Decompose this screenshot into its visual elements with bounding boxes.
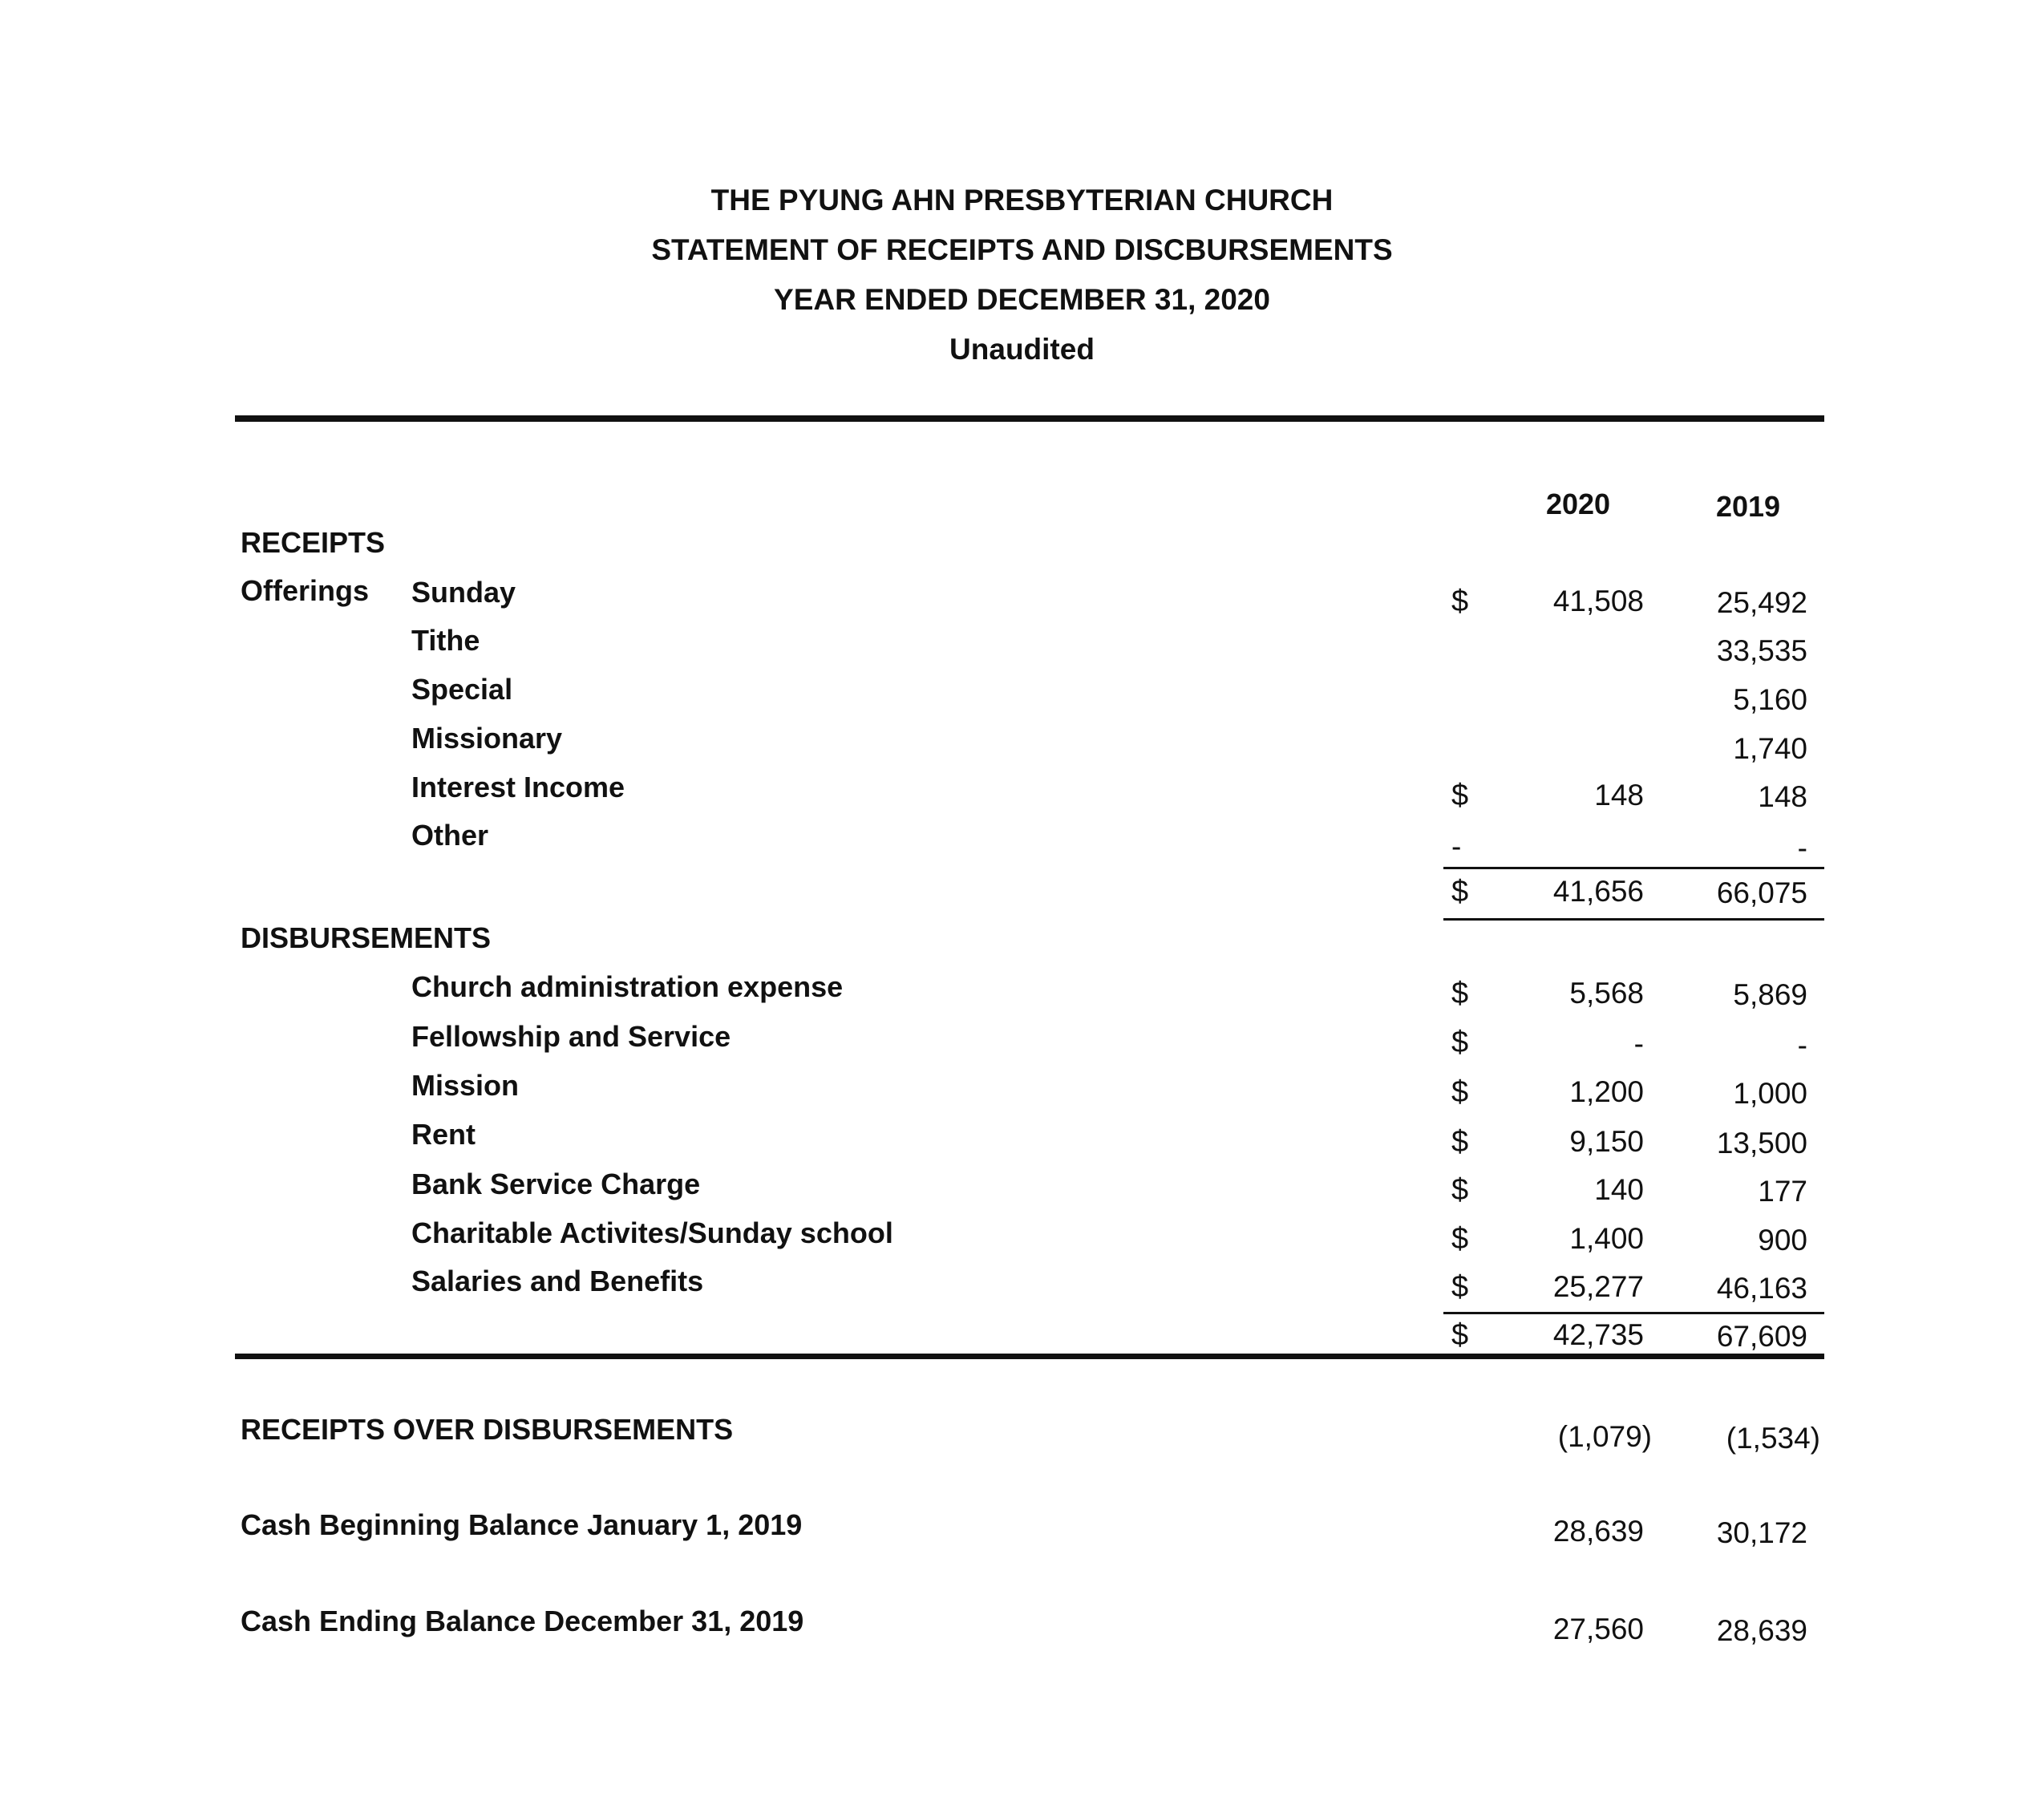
disbursement-value-2019-salaries: 46,163 (1716, 1272, 1807, 1305)
receipt-value-2019-other: - (1797, 832, 1807, 864)
receipt-label-tithe: Tithe (411, 624, 480, 657)
church-name: THE PYUNG AHN PRESBYTERIAN CHURCH (710, 184, 1334, 217)
dollar-sign: $ (1451, 1075, 1469, 1109)
receipt-label-other: Other (411, 819, 489, 852)
receipts-total-2019: 66,075 (1716, 876, 1807, 909)
statement-period: YEAR ENDED DECEMBER 31, 2020 (774, 283, 1270, 316)
receipts-subtotal-rule (1443, 867, 1824, 869)
receipt-label-missionary: Missionary (411, 722, 563, 755)
dollar-sign: $ (1451, 1125, 1469, 1159)
disbursement-value-2020-salaries: 25,277 (1552, 1270, 1644, 1303)
cash-beginning-label: Cash Beginning Balance January 1, 2019 (241, 1508, 803, 1541)
dollar-sign: $ (1451, 1222, 1469, 1256)
disbursement-value-2019-bank-service-charge: 177 (1758, 1175, 1807, 1208)
receipts-total-2020: 41,656 (1552, 875, 1644, 908)
receipts-section-title: RECEIPTS (241, 526, 386, 559)
receipt-value-2019-missionary: 1,740 (1733, 732, 1807, 765)
disbursement-value-2019-mission: 1,000 (1733, 1077, 1807, 1110)
dollar-sign: $ (1451, 585, 1469, 618)
disbursement-label-fellowship: Fellowship and Service (411, 1020, 731, 1053)
dollar-sign: $ (1451, 779, 1469, 812)
disbursement-label-mission: Mission (411, 1069, 520, 1102)
cash-ending-label: Cash Ending Balance December 31, 2019 (241, 1605, 804, 1637)
disbursements-section-title: DISBURSEMENTS (241, 921, 492, 954)
receipt-label-sunday: Sunday (411, 576, 516, 609)
disbursement-value-2019-charitable-activities: 900 (1758, 1224, 1807, 1257)
disbursement-value-2020-rent: 9,150 (1569, 1125, 1644, 1158)
top-thick-rule (235, 415, 1824, 422)
disbursement-value-2019-church-administration: 5,869 (1733, 978, 1807, 1011)
disbursement-value-2020-fellowship: - (1633, 1027, 1644, 1060)
cash-ending-2020: 27,560 (1552, 1613, 1644, 1645)
disbursements-total-2019: 67,609 (1716, 1320, 1807, 1353)
disbursement-label-salaries: Salaries and Benefits (411, 1265, 704, 1297)
receipt-value-2019-interest-income: 148 (1758, 780, 1807, 813)
disbursement-value-2020-church-administration: 5,568 (1569, 977, 1644, 1010)
receipt-value-2019-sunday: 25,492 (1716, 586, 1807, 619)
dollar-sign: $ (1451, 1270, 1469, 1304)
net-value-2020: (1,079) (1557, 1420, 1652, 1453)
column-header-2019: 2019 (1715, 490, 1781, 523)
receipt-value-2020-interest-income: 148 (1594, 779, 1644, 811)
cash-beginning-2020: 28,639 (1552, 1515, 1644, 1548)
dollar-sign: $ (1451, 1173, 1469, 1207)
receipt-label-interest-income: Interest Income (411, 771, 625, 803)
bottom-thick-rule (235, 1354, 1824, 1359)
receipt-value-2019-special: 5,160 (1733, 683, 1807, 716)
statement-title: STATEMENT OF RECEIPTS AND DISCBURSEMENTS (651, 233, 1393, 266)
column-header-2020: 2020 (1545, 488, 1611, 520)
dollar-sign: $ (1451, 1026, 1469, 1059)
disbursement-value-2020-mission: 1,200 (1569, 1075, 1644, 1108)
disbursement-value-2020-bank-service-charge: 140 (1594, 1173, 1644, 1206)
receipt-value-2020-other: - (1451, 830, 1462, 863)
net-value-2019: (1,534) (1726, 1422, 1820, 1455)
disbursement-value-2019-fellowship: - (1797, 1029, 1807, 1062)
receipt-value-2020-sunday: 41,508 (1552, 585, 1644, 617)
dollar-sign: $ (1451, 977, 1469, 1010)
cash-beginning-2019: 30,172 (1716, 1516, 1807, 1549)
dollar-sign: $ (1451, 875, 1469, 909)
disbursement-label-bank-service-charge: Bank Service Charge (411, 1168, 701, 1200)
net-label: RECEIPTS OVER DISBURSEMENTS (241, 1413, 734, 1446)
disbursement-value-2020-charitable-activities: 1,400 (1569, 1222, 1644, 1255)
disbursement-label-charitable-activities: Charitable Activites/Sunday school (411, 1216, 893, 1249)
disbursement-value-2019-rent: 13,500 (1716, 1127, 1807, 1160)
audit-status: Unaudited (949, 333, 1095, 366)
receipts-total-rule (1443, 918, 1824, 921)
disbursement-label-church-administration: Church administration expense (411, 970, 844, 1003)
disbursements-total-2020: 42,735 (1552, 1318, 1644, 1351)
offerings-group-label: Offerings (241, 574, 370, 607)
disbursements-subtotal-rule (1443, 1312, 1824, 1314)
cash-ending-2019: 28,639 (1716, 1614, 1807, 1647)
disbursement-label-rent: Rent (411, 1118, 476, 1151)
dollar-sign: $ (1451, 1318, 1469, 1352)
receipt-value-2019-tithe: 33,535 (1716, 634, 1807, 667)
receipt-label-special: Special (411, 673, 513, 706)
